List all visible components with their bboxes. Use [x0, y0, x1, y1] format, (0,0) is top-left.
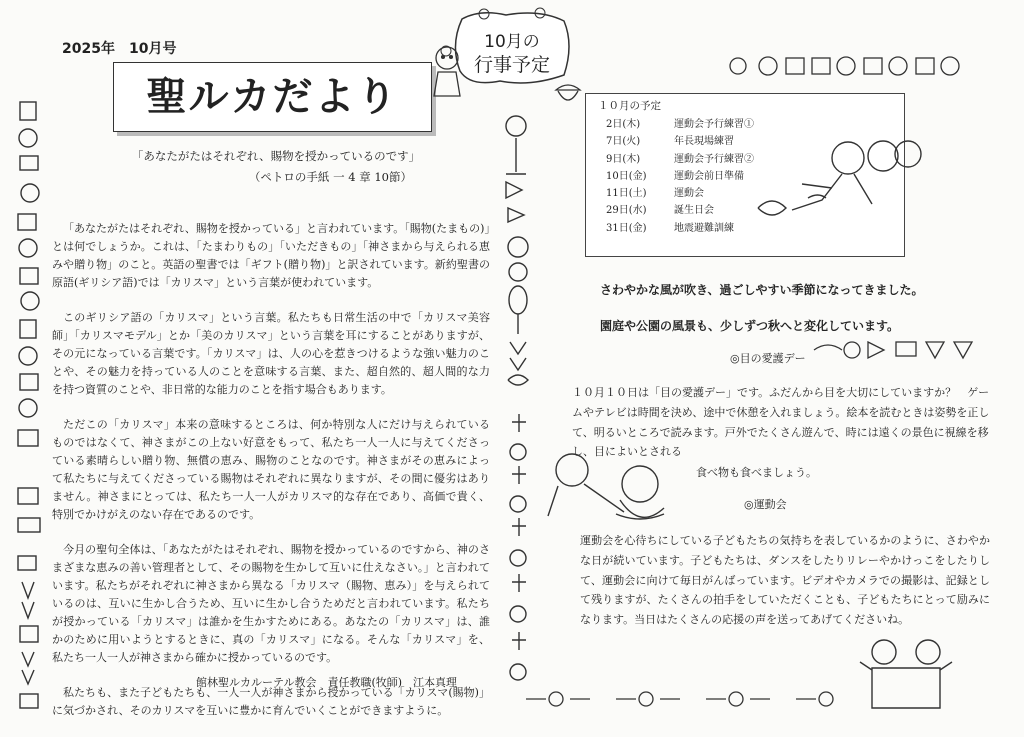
plant-icon	[512, 632, 526, 650]
schedule-item: 29日(水) 誕生日会	[606, 205, 714, 217]
flag-icon	[20, 374, 38, 390]
flag-icon	[506, 182, 522, 198]
face-icon	[21, 292, 39, 310]
sermon-paragraph: 「あなたがたはそれぞれ、賜物を授かっている」と言われています。「賜物(たまもの)」とは何でしょうか。これは、「たまわりもの」「いただきもの」「神さまから与えられる恵みや贈り物」のこと。英語の聖書では「ギフト(贈り物)」と訳されています。新約聖書の原語(ギリシア語)では「カリスマ」という言葉が使われています。	[52, 222, 490, 289]
face-icon	[510, 550, 526, 566]
ball-icon	[506, 116, 526, 136]
face-icon	[19, 129, 37, 147]
sermon-text	[52, 220, 490, 737]
newsletter-title: 聖ルカだより	[146, 74, 399, 120]
eye-day-text: １０月１０日は「目の愛護デー」です。ふだんから目を大切にしていますか？ ゲームやテレビは時間を決め、途中で休憩を入れましょう。絵本を読むときは姿勢を正して、明るいところで読みます。戸外でたくさん遊んで、時には遠くの景色に視線を移し、目によいとされる	[572, 386, 990, 459]
sports-day-heading: ◎運動会	[744, 498, 787, 511]
flag-icon	[954, 342, 972, 358]
verse-quote: 「あなたがたはそれぞれ、賜物を授かっているのです」	[131, 149, 421, 163]
sermon-paragraph: 今月の聖句全体は、「あなたがたはそれぞれ、賜物を授かっているのですから、神のさまざまな恵みの善い管理者として、その賜物を生かして互いに仕えなさい。」と言われています。私たちがそれぞれに神さまから異なる「カリスマ（賜物、恵み）」を与えられているのは、互いに生かし合うため、互いに生かし合うためだと言われています。私たちが授かっている「カリスマ」は誰かを生かすためにある。あなたの「カリスマ」は、誰かのために用いようとするときに、真の「カリスマ」になる。そんな「カリスマ」を、私たち一人一人が神さまから確かに授かっているのです。	[52, 543, 490, 664]
plant-icon	[512, 414, 526, 432]
face-icon	[549, 692, 563, 706]
balloon-icon	[509, 286, 527, 314]
flag-icon	[508, 208, 524, 222]
verse-reference: （ペトロの手紙 一 4 章 10節）	[248, 170, 412, 184]
flag-icon	[18, 488, 38, 504]
badge-line-1: 10月の	[484, 32, 540, 52]
face-icon	[19, 347, 37, 365]
face-icon	[729, 692, 743, 706]
sermon-paragraph: このギリシア語の「カリスマ」という言葉。私たちも日常生活の中で「カリスマ美容師」「カリスマモデル」とか「美のカリスマ」という言葉を耳にすることがありますが、その元になっている言葉です。「カリスマ」は、人の心を惹きつけるような強い魅力のことや、その魅力を持っている人のことを意味する言葉、また、超自然的、超人間的な力を持つ資質のことや、非日常的な能力のことを指す場合もあります。	[52, 311, 490, 396]
schedule-title: １０月の予定	[598, 100, 661, 112]
face-icon	[19, 399, 37, 417]
face-icon	[508, 237, 528, 257]
schedule-item: 2日(木) 運動会予行練習①	[606, 119, 754, 130]
face-icon	[759, 57, 777, 75]
plant-icon	[512, 518, 526, 536]
eating-children-illustration	[528, 444, 678, 526]
ribbon-icon	[510, 314, 526, 370]
flag-icon	[786, 58, 804, 74]
face-icon	[844, 342, 860, 358]
face-icon	[941, 57, 959, 75]
eye-day-text-end: 食べ物も食べましょう。	[696, 466, 817, 479]
flag-icon	[864, 58, 882, 74]
bunting-decoration	[724, 48, 964, 84]
flag-icon	[812, 58, 830, 74]
issue-date: 2025年 10月号	[62, 41, 177, 57]
signature: 館林聖ルカルーテル教会 責任教職(牧師) 江本真理	[196, 676, 458, 689]
schedule-item: 31日(金) 地震避難訓練	[606, 222, 734, 234]
flag-icon	[20, 694, 38, 708]
leaf-icon	[22, 652, 34, 684]
flag-icon	[20, 626, 38, 642]
flag-icon	[926, 342, 944, 358]
tug-children-illustration	[846, 632, 966, 718]
face-icon	[509, 263, 527, 281]
schedule-item: 9日(木) 運動会予行練習②	[606, 153, 754, 165]
monthly-verse	[120, 146, 432, 188]
flag-icon	[20, 268, 38, 284]
schedule-list	[606, 116, 754, 237]
child-mascot-icon	[430, 40, 464, 110]
sermon-paragraph: 私たちも、また子どもたちも、一人一人が神さまから授かっている「カリスマ(賜物)」に気づかされ、そのカリスマを互いに豊かに育んでいくことができますように。	[52, 686, 490, 717]
leaf-icon	[22, 582, 34, 618]
flag-icon	[868, 342, 884, 358]
bottom-decoration	[520, 684, 850, 714]
sports-day-text: 運動会を心待ちにしている子どもたちの気持ちを表しているかのように、さわやかな日が続いています。子どもたちは、ダンスをしたりリレーやかけっこをしたりして、運動会に向けて毎日がんばっています。ビデオやカメラでの撮影は、記録として残りますが、たくさんの拍手をしていただくことも、子どもたちにとって励みになります。当日はたくさんの応援の声を送ってあげてくださいね。	[580, 534, 990, 627]
face-icon	[510, 444, 526, 460]
face-icon	[21, 184, 39, 202]
leaf-icon	[508, 375, 528, 385]
schedule-item: 11日(土) 運動会	[606, 188, 704, 200]
sermon-paragraph: ただこの「カリスマ」本来の意味するところは、何か特別な人にだけ与えられているものではなくて、神さまがこの上ない好意をもって、私たち一人一人に与えてくださっている素晴らしい贈り物、無償の恵み、賜物のことなのです。神さまがその恵みによって私たちに与えてくださっている賜物はそれぞれに異なりますが、その間に優劣はありません。神さまにとっては、私たち一人一人がカリスマ的な存在であり、高価で貴く、特別でかけがえのない存在であるのです。	[52, 418, 490, 521]
flag-icon	[20, 320, 36, 338]
badge-line-2: 行事予定	[473, 54, 551, 76]
face-icon	[639, 692, 653, 706]
left-flag-border	[8, 96, 48, 716]
plant-icon	[512, 466, 526, 484]
flag-icon	[20, 102, 36, 120]
flag-icon	[896, 342, 916, 356]
flag-icon	[18, 214, 36, 230]
eye-day-heading: ◎目の愛護デー	[730, 352, 806, 365]
face-icon	[19, 239, 37, 257]
center-decoration-column	[494, 112, 544, 712]
plant-icon	[512, 574, 526, 592]
face-icon	[837, 57, 855, 75]
stand-icon	[506, 138, 526, 174]
face-icon	[510, 496, 526, 512]
face-icon	[819, 692, 833, 706]
running-children-illustration	[748, 128, 928, 228]
flag-icon	[18, 556, 36, 570]
face-icon	[510, 606, 526, 622]
schedule-item: 10日(金) 運動会前日準備	[606, 170, 744, 182]
face-icon	[510, 664, 526, 680]
headline: 園庭や公園の風景も、少しずつ秋へと変化しています。	[600, 319, 900, 333]
newsletter-title-box	[113, 62, 432, 132]
face-icon	[889, 57, 907, 75]
schedule-item: 7日(火) 年長現場練習	[606, 136, 734, 148]
acorn-icon	[552, 80, 584, 106]
flag-icon	[20, 156, 38, 170]
flower-icon	[730, 58, 746, 74]
flag-icon	[18, 430, 38, 446]
flag-icon	[916, 58, 934, 74]
headline: さわやかな風が吹き、過ごしやすい季節になってきました。	[600, 283, 924, 297]
eye-day-bunting	[810, 334, 990, 366]
flag-icon	[18, 518, 40, 532]
